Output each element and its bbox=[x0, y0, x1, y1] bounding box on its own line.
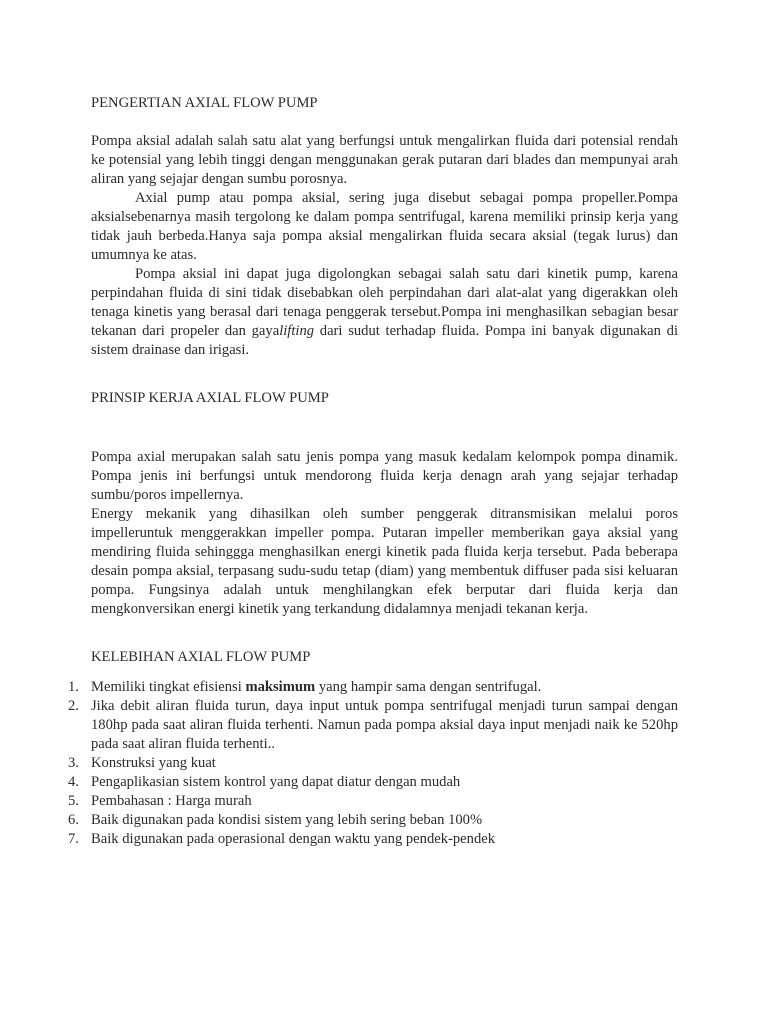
paragraph-text: dari sudut terhadap fluida. Pompa ini banyak digunakan di sistem drainase dan irigasi. bbox=[91, 323, 678, 358]
list-item bbox=[68, 773, 678, 792]
list-item bbox=[68, 792, 678, 811]
list-text: Baik digunakan pada kondisi sistem yang lebih sering beban 100% bbox=[91, 812, 483, 828]
list-number: 6. bbox=[68, 812, 79, 828]
list-item bbox=[68, 678, 678, 697]
list-number: 2. bbox=[68, 698, 79, 714]
list-text: yang hampir sama dengan sentrifugal. bbox=[315, 679, 542, 695]
list-number: 1. bbox=[68, 679, 79, 695]
bold-term: maksimum bbox=[245, 679, 316, 695]
list-item bbox=[68, 697, 678, 754]
section-title-kelebihan: KELEBIHAN AXIAL FLOW PUMP bbox=[91, 649, 311, 665]
list-number: 5. bbox=[68, 793, 79, 809]
list-item bbox=[68, 830, 678, 849]
paragraph-prinsip-1: Pompa axial merupakan salah satu jenis pompa yang masuk kedalam kelompok pompa dinamik. Pompa jenis ini berfungsi untuk mendorong fluida kerja denagn arah yang sejajar terhadap sumbu/poros impellernya. bbox=[91, 449, 678, 503]
paragraph-prinsip-2: Energy mekanik yang dihasilkan oleh sumber penggerak ditransmisikan melalui poros impelleruntuk menggerakkan impeller pompa. Putaran impeller memberikan gaya aksial yang mendiring fluida sehinggga menghasilkan energi kinetik pada fluida kerja tersebut. Pada beberapa desain pompa aksial, terpasang sudu-sudu tetap (diam) yang membentuk diffuser pada sisi keluaran pompa. Fungsinya adalah untuk menghilangkan efek berputar dari fluida kerja dan mengkonversikan energi kinetik yang terkandung didalamnya menjadi tekanan kerja. bbox=[91, 506, 678, 617]
list-text: Jika debit aliran fluida turun, daya input untuk pompa sentrifugal menjadi turun sampai dengan 180hp pada saat aliran fluida terhenti. Namun pada pompa aksial daya input menjadi naik ke 520hp pada saat aliran fluida terhenti.. bbox=[91, 698, 678, 752]
section-title-pengertian: PENGERTIAN AXIAL FLOW PUMP bbox=[91, 95, 318, 111]
list-text: Konstruksi yang kuat bbox=[91, 755, 216, 771]
kelebihan-list bbox=[68, 678, 678, 849]
paragraph-text: Pompa aksial ini dapat juga digolongkan sebagai salah satu dari kinetik pump, karena perpindahan fluida di sini tidak disebabkan oleh perpindahan dari alat-alat yang digerakkan oleh tenaga kinetis yang berasal dari tenaga penggerak tersebut.Pompa ini menghasilkan sebagian besar tekanan dari propeler dan gaya bbox=[91, 266, 678, 339]
list-item bbox=[68, 811, 678, 830]
list-text: Baik digunakan pada operasional dengan waktu yang pendek-pendek bbox=[91, 831, 496, 847]
section-title-prinsip-kerja: PRINSIP KERJA AXIAL FLOW PUMP bbox=[91, 390, 329, 406]
list-text: Memiliki tingkat efisiensi bbox=[91, 679, 246, 695]
list-number: 3. bbox=[68, 755, 79, 771]
paragraph-pengertian-2: Axial pump atau pompa aksial, sering juga disebut sebagai pompa propeller.Pompa aksialsebenarnya masih tergolong ke dalam pompa sentrifugal, karena memiliki prinsip kerja yang tidak jauh berbeda.Hanya saja pompa aksial mengalirkan fluida secara aksial (tegak lurus) dan umumnya ke atas. bbox=[91, 190, 678, 263]
list-text: Pembahasan : Harga murah bbox=[91, 793, 252, 809]
list-item bbox=[68, 754, 678, 773]
list-text: Pengaplikasian sistem kontrol yang dapat diatur dengan mudah bbox=[91, 774, 461, 790]
paragraph-pengertian-1: Pompa aksial adalah salah satu alat yang berfungsi untuk mengalirkan fluida dari potensial rendah ke potensial yang lebih tinggi dengan menggunakan gerak putaran dari blades dan mempunyai arah aliran yang sejajar dengan sumbu porosnya. bbox=[91, 133, 678, 187]
paragraph-pengertian-3 bbox=[91, 265, 678, 360]
list-number: 7. bbox=[68, 831, 79, 847]
list-number: 4. bbox=[68, 774, 79, 790]
italic-term: lifting bbox=[279, 323, 315, 339]
